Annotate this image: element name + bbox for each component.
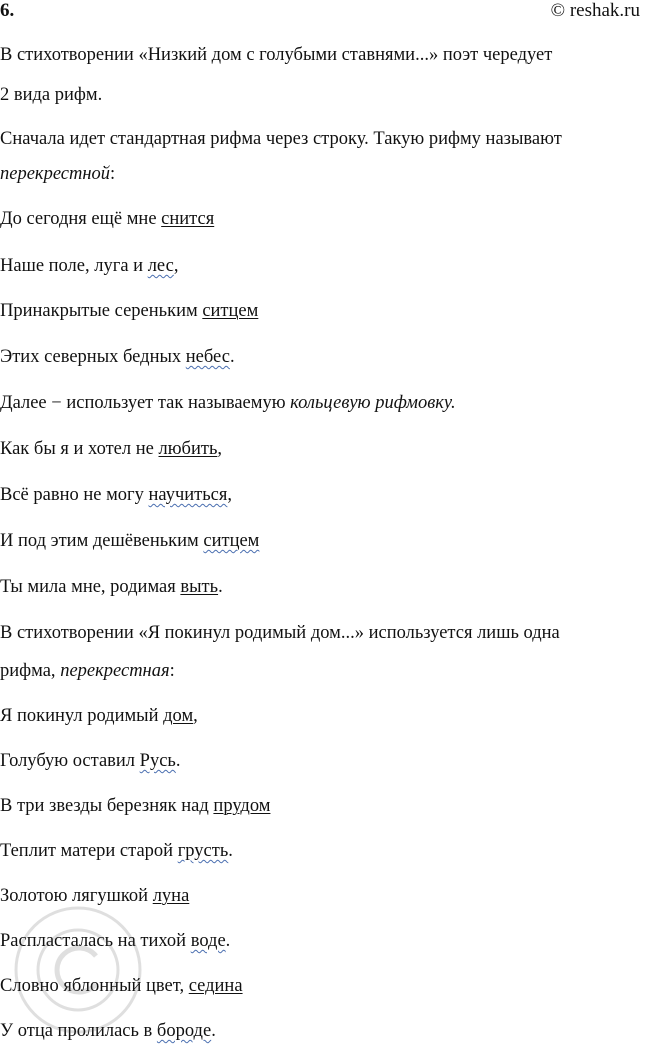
- term-cross-rhyme: перекрестной: [0, 164, 111, 184]
- poem-line: [0, 208, 214, 230]
- poem-line: [0, 975, 243, 997]
- rhyme-word: седина: [188, 976, 243, 996]
- paragraph-4-text: рифма,: [0, 661, 61, 681]
- term-cross-rhyme-2: перекрестная: [60, 661, 170, 681]
- paragraph-4-line-1: В стихотворении «Я покинул родимый дом...» используется лишь одна: [0, 623, 560, 643]
- paragraph-2-line-1: Сначала идет стандартная рифма через строку. Такую рифму называют: [0, 129, 562, 149]
- paragraph-4-line-2: [0, 660, 175, 682]
- poem-line: [0, 576, 223, 598]
- punctuation: ,: [193, 706, 198, 726]
- poem-line-text: Как бы я и хотел не: [0, 439, 159, 459]
- rhyme-word: любить: [158, 439, 218, 459]
- task-number: 6.: [0, 0, 15, 21]
- poem-line-text: В три звезды березняк над: [0, 796, 214, 816]
- poem-line-text: Всё равно не могу: [0, 485, 149, 505]
- punctuation: .: [229, 347, 235, 367]
- paragraph-2-line-2: [0, 163, 115, 185]
- punctuation: ,: [217, 439, 223, 459]
- poem-line: [0, 750, 180, 772]
- poem-line-text: Этих северных бедных: [0, 347, 186, 367]
- punctuation: ,: [227, 485, 233, 505]
- rhyme-word: луна: [152, 886, 190, 906]
- rhyme-word: бороде: [156, 1021, 212, 1041]
- poem-line-text: Голубую оставил: [0, 751, 140, 771]
- punctuation: :: [110, 164, 116, 184]
- punctuation: .: [175, 751, 181, 771]
- poem-line-text: До сегодня ещё мне: [0, 209, 162, 229]
- rhyme-word: Русь: [139, 751, 176, 771]
- poem-line-text: Распласталась на тихой: [0, 931, 191, 951]
- rhyme-word: небес: [185, 347, 230, 367]
- poem-line-text: Теплит матери старой: [0, 841, 178, 861]
- punctuation: .: [225, 931, 231, 951]
- term-ring-rhyme: кольцевую рифмовку.: [290, 393, 456, 413]
- poem-line: [0, 530, 259, 552]
- rhyme-word: ситцем: [203, 531, 260, 551]
- poem-line: [0, 885, 189, 907]
- poem-line: [0, 300, 258, 322]
- paragraph-3-text: Далее − использует так называемую: [0, 393, 291, 413]
- poem-line-text: Ты мила мне, родимая: [0, 577, 181, 597]
- poem-line-text: У отца пролилась в: [0, 1021, 157, 1041]
- punctuation: .: [211, 1021, 216, 1041]
- rhyme-word: воде: [190, 931, 226, 951]
- poem-line-text: Словно яблонный цвет,: [0, 976, 189, 996]
- rhyme-word: ситцем: [202, 301, 259, 321]
- paragraph-1-line-1: В стихотворении «Низкий дом с голубыми ставнями...» поэт чередует: [0, 45, 553, 65]
- poem-line: [0, 795, 270, 817]
- poem-line: [0, 705, 198, 727]
- poem-line: [0, 346, 235, 368]
- punctuation: .: [218, 577, 223, 597]
- source-label: © reshak.ru: [550, 0, 640, 21]
- poem-line-text: Золотою лягушкой: [0, 886, 153, 906]
- poem-line: [0, 484, 232, 506]
- poem-line: [0, 1020, 216, 1042]
- poem-line-text: Принакрытые сереньким: [0, 301, 203, 321]
- poem-line: [0, 840, 233, 862]
- rhyme-word: дом: [163, 706, 194, 726]
- poem-line: [0, 255, 178, 277]
- rhyme-word: снится: [161, 209, 215, 229]
- poem-line-text: Наше поле, луга и: [0, 256, 148, 276]
- poem-line: [0, 438, 222, 460]
- punctuation: ,: [173, 256, 179, 276]
- poem-line: [0, 930, 230, 952]
- rhyme-word: научиться: [148, 485, 228, 505]
- rhyme-word: грусть: [177, 841, 229, 861]
- poem-line-text: И под этим дешёвеньким: [0, 531, 204, 551]
- copyright-watermark-icon: [8, 900, 148, 1040]
- paragraph-3: [0, 392, 456, 414]
- rhyme-word: прудом: [213, 796, 271, 816]
- punctuation: .: [228, 841, 233, 861]
- paragraph-1-line-2: 2 вида рифм.: [0, 85, 103, 105]
- poem-line-text: Я покинул родимый: [0, 706, 164, 726]
- rhyme-word: лес: [147, 256, 174, 276]
- punctuation: :: [169, 661, 175, 681]
- rhyme-word: выть: [180, 577, 219, 597]
